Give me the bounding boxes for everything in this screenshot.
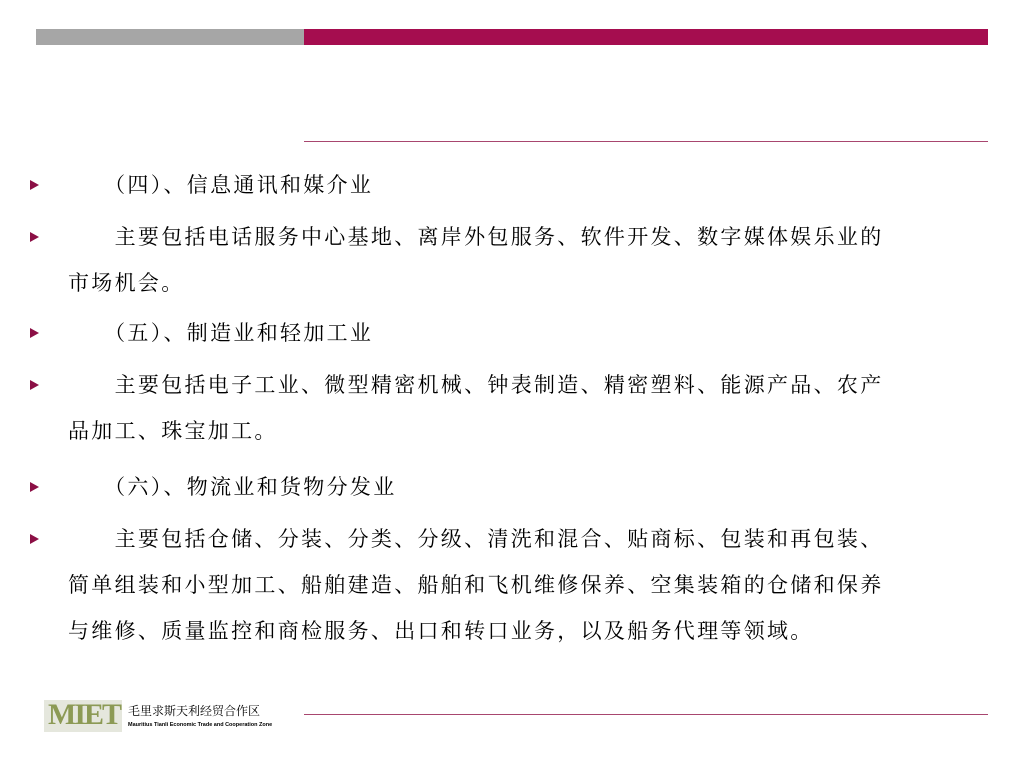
bullet-line-continuation: 品加工、珠宝加工。: [68, 419, 278, 443]
bullet-text: 主要包括电话服务中心基地、离岸外包服务、软件开发、数字媒体娱乐业的: [114, 225, 884, 249]
bullet-indent: [68, 373, 115, 397]
header-bar-accent: [304, 29, 988, 45]
bullet-indent: [68, 321, 115, 345]
bullet-line-continuation: 与维修、质量监控和商检服务、出口和转口业务，以及船务代理等领域。: [68, 619, 814, 643]
bullet-line: [68, 516, 988, 562]
bullet-indent: [68, 475, 115, 499]
header-bar-gray: [36, 29, 304, 45]
triangle-right-icon: [30, 482, 39, 492]
bullet-indent: [68, 225, 115, 249]
triangle-right-icon: [30, 232, 39, 242]
bullet-line: [68, 362, 988, 408]
bullet-line-continuation: 市场机会。: [68, 271, 185, 295]
bullet-text-block: [68, 310, 988, 356]
footer-divider: [304, 714, 988, 715]
triangle-right-icon: [30, 534, 39, 544]
bullet-text: （六）、物流业和货物分发业: [114, 475, 397, 499]
title-divider: [304, 141, 988, 142]
bullet-text: （四）、信息通讯和媒介业: [114, 173, 374, 197]
triangle-right-icon: [30, 380, 39, 390]
bullet-text: （五）、制造业和轻加工业: [114, 321, 374, 345]
org-name-cn: 毛里求斯天利经贸合作区: [128, 704, 261, 718]
bullet-line-continuation: 简单组装和小型加工、船舶建造、船舶和飞机维修保养、空集装箱的仓储和保养: [68, 573, 884, 597]
bullet-text-block: [68, 214, 988, 306]
triangle-right-icon: [30, 180, 39, 190]
bullet-indent: [68, 173, 115, 197]
triangle-right-icon: [30, 328, 39, 338]
org-name-en: Mauritius Tianli Economic Trade and Cooperation Zone: [128, 722, 273, 728]
bullet-text-block: [68, 162, 988, 208]
bullet-text: 主要包括电子工业、微型精密机械、钟表制造、精密塑料、能源产品、农产: [114, 373, 884, 397]
bullet-line: [68, 214, 988, 260]
footer-logo: [44, 700, 278, 734]
bullet-text-block: [68, 362, 988, 454]
bullet-indent: [68, 527, 115, 551]
logo-text: MIET: [48, 698, 121, 731]
logo-mark: [44, 700, 122, 732]
bullet-text-block: [68, 464, 988, 510]
bullet-text: 主要包括仓储、分装、分类、分级、清洗和混合、贴商标、包装和再包装、: [114, 527, 884, 551]
bullet-text-block: [68, 516, 988, 654]
